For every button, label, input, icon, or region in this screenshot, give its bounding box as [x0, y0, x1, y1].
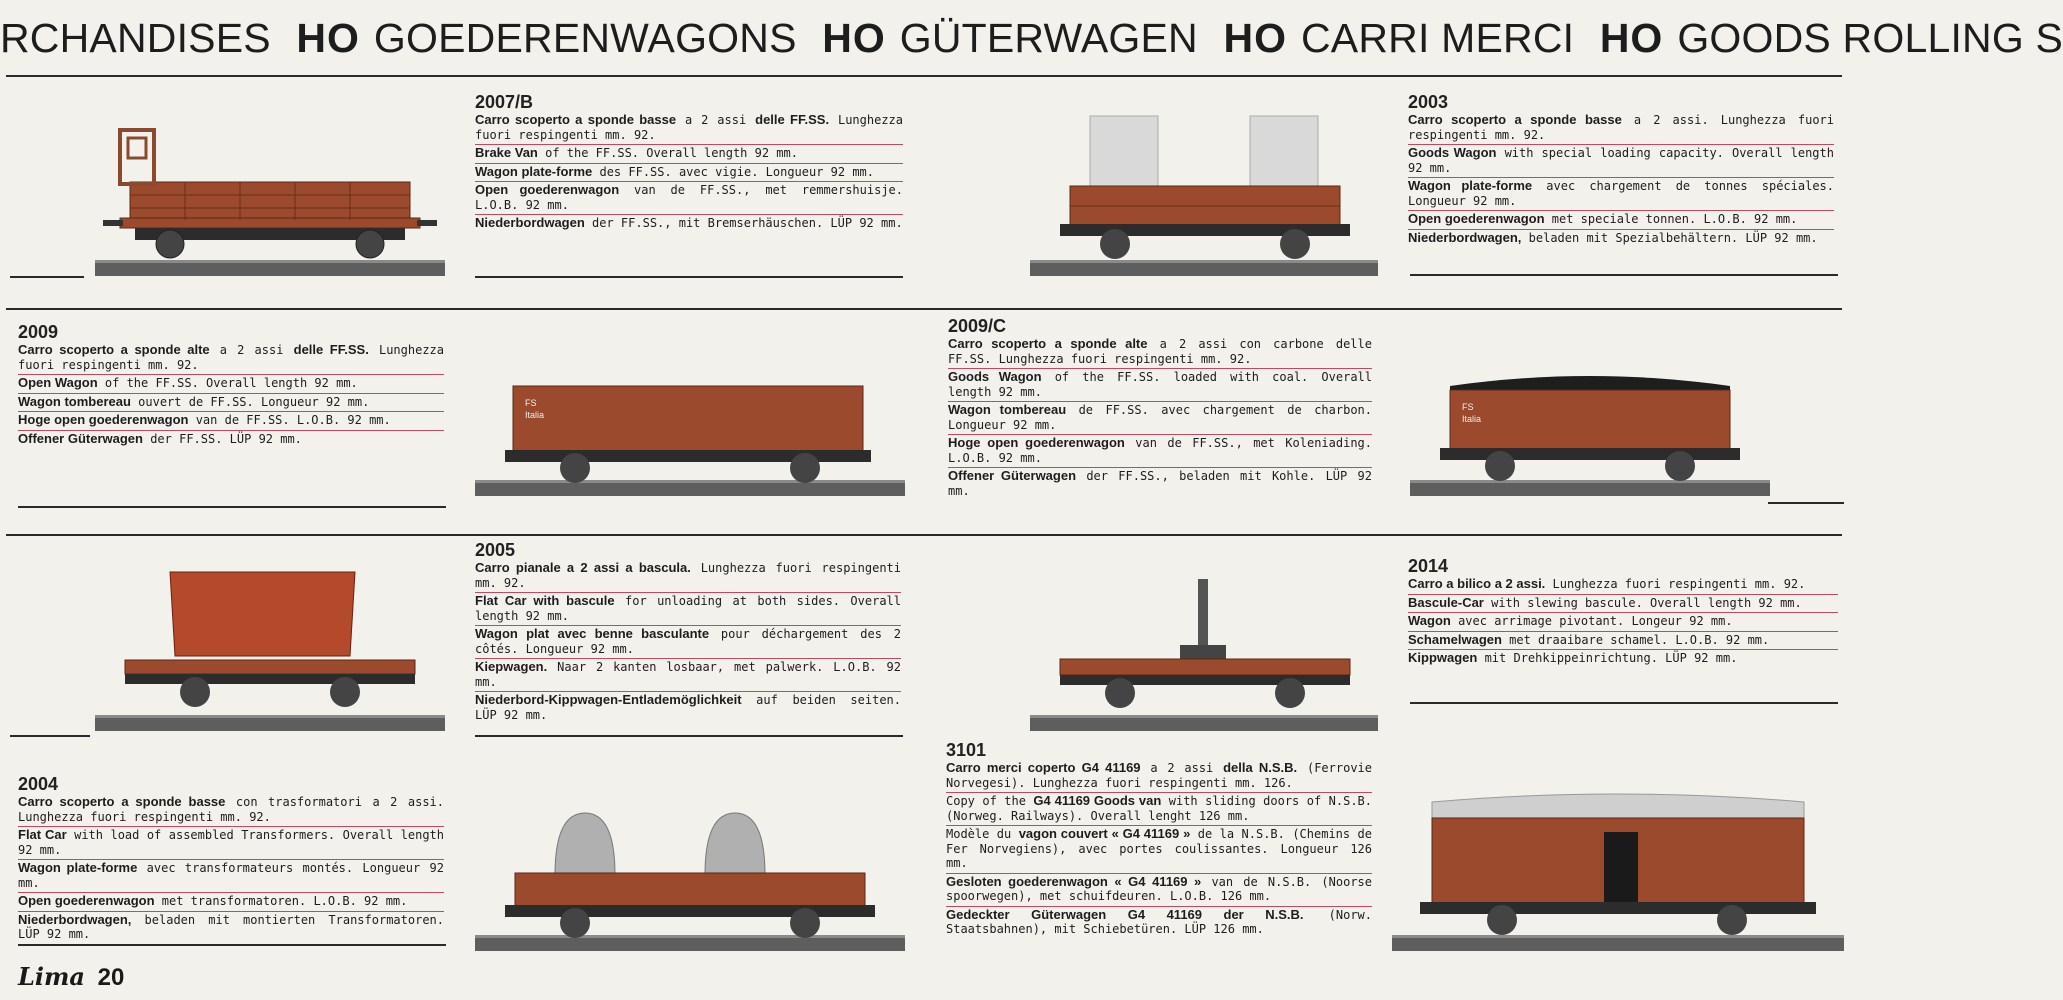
description-text: beladen mit montierten Transformatoren. LÜP 92 mm.: [18, 912, 444, 941]
description-text: Modèle du: [946, 827, 1019, 841]
description-text: van de FF.SS. L.O.B. 92 mm.: [188, 413, 391, 427]
description-line: [1408, 576, 1838, 595]
description-text: with load of assembled Transformers. Overall length 92 mm.: [18, 828, 444, 857]
description-text: of the FF.SS. Overall length 92 mm.: [537, 146, 798, 160]
product-number: 3101: [946, 740, 987, 760]
product-2003: [1408, 92, 1834, 247]
rule-short: [1768, 502, 1844, 504]
description-bold: Goods Wagon: [948, 369, 1042, 384]
description-text: pour déchargement des 2 côtés. Longueur 92 mm.: [475, 627, 901, 656]
description-bold: Open Wagon: [18, 375, 98, 390]
rule-row2: [6, 534, 1842, 536]
description-line: [18, 893, 444, 912]
description-text: a 2 assi: [676, 113, 756, 127]
banner-word: RCHANDISES: [0, 15, 271, 61]
description-bold: Wagon plate-forme: [475, 163, 593, 179]
description-line: [1408, 145, 1834, 178]
product-number: 2007/B: [475, 92, 534, 112]
description-text: avec arrimage pivotant. Longeur 92 mm.: [1450, 614, 1733, 628]
description-text: mit Drehkippeinrichtung. LÜP 92 mm.: [1477, 651, 1738, 665]
description-line: [18, 431, 444, 449]
product-number: 2004: [18, 774, 59, 794]
page-footer: [18, 962, 124, 993]
description-text: met draaibare schamel. L.O.B. 92 mm.: [1501, 632, 1770, 647]
description-bold: Niederbordwagen,: [18, 911, 132, 927]
description-bold: Carro a bilico a 2 assi.: [1408, 576, 1546, 591]
description-line: [946, 826, 1372, 874]
description-line: [946, 907, 1372, 939]
description-text: a 2 assi: [209, 343, 294, 357]
description-line: [18, 794, 444, 827]
rule-short: [18, 944, 446, 946]
description-line: [946, 793, 1372, 826]
description-bold: Flat Car: [18, 827, 67, 842]
description-bold: Wagon plat avec benne basculante: [475, 626, 710, 641]
product-2004: [18, 774, 444, 944]
description-line: [1408, 595, 1838, 614]
product-2014: [1408, 556, 1838, 668]
lima-logo: Lima: [18, 962, 85, 991]
page-number: 20: [97, 964, 125, 991]
description-line: [18, 394, 444, 413]
description-bold: Flat Car with bascule: [475, 593, 615, 608]
description-bold: Schamelwagen: [1408, 631, 1502, 647]
description-line: [1408, 178, 1834, 211]
rule-top: [6, 75, 1842, 77]
description-line: [948, 435, 1372, 468]
description-line: [948, 402, 1372, 435]
banner-ho: HO: [1223, 15, 1287, 61]
description-text: of the FF.SS. Overall length 92 mm.: [97, 376, 358, 390]
rule-short: [475, 735, 903, 737]
description-bold: Gesloten goederenwagon « G4 41169 »: [946, 873, 1202, 889]
description-line: [948, 336, 1372, 369]
description-text: de FF.SS. avec chargement de charbon. Longueur 92 mm.: [948, 403, 1372, 432]
description-lines: [1408, 112, 1834, 247]
product-number: 2003: [1408, 92, 1449, 112]
description-line: [475, 659, 901, 692]
product-2009: [18, 322, 444, 448]
description-text: Lunghezza fuori respingenti mm. 92.: [1545, 577, 1806, 591]
description-text: for unloading at both sides. Overall length 92 mm.: [475, 594, 901, 623]
description-text: Copy of the: [946, 794, 1034, 808]
description-line: [946, 874, 1372, 907]
product-2009c: [948, 316, 1372, 500]
rule-short: [1410, 702, 1838, 704]
header-banner: [0, 12, 2063, 64]
description-line: [18, 375, 444, 394]
description-line: [18, 860, 444, 893]
wagon-3101-image: [1392, 780, 1844, 955]
description-bold: Carro scoperto a sponde basse: [475, 112, 677, 127]
rule-short: [18, 506, 446, 508]
description-line: [1408, 211, 1834, 230]
description-bold: Open goederenwagon: [1408, 211, 1545, 226]
description-text: avec chargement de tonnes spéciales. Longueur 92 mm.: [1408, 179, 1834, 208]
product-3101: [946, 740, 1372, 939]
description-bold: Open goederenwagon: [18, 893, 155, 908]
product-number: 2009/C: [948, 316, 1007, 336]
description-line: [475, 560, 901, 593]
product-number: 2005: [475, 540, 516, 560]
description-text: van de FF.SS., met remmershuisje. L.O.B. 92 mm.: [475, 183, 903, 212]
description-bold: G4 41169 Goods van: [1033, 793, 1162, 808]
description-text: con trasformatori a 2 assi. Lunghezza fuori respingenti mm. 92.: [18, 795, 444, 824]
description-line: [1408, 112, 1834, 145]
description-bold: Carro scoperto a sponde basse: [18, 794, 226, 809]
description-bold: Carro scoperto a sponde alte: [18, 342, 210, 357]
banner-ho: HO: [822, 15, 886, 61]
description-bold: Carro scoperto a sponde basse: [1408, 112, 1622, 127]
description-text: van de FF.SS., met Koleniading. L.O.B. 92 mm.: [948, 436, 1372, 465]
description-line: [475, 692, 901, 724]
description-text: der FF.SS., beladen mit Kohle. LÜP 92 mm.: [948, 469, 1372, 498]
rule-short: [10, 276, 84, 278]
description-line: [946, 760, 1372, 793]
description-lines: [475, 560, 901, 724]
description-line: [1408, 650, 1838, 668]
description-bold: Brake Van: [475, 145, 538, 160]
description-lines: [948, 336, 1372, 500]
description-text: with slewing bascule. Overall length 92 mm.: [1483, 595, 1802, 610]
description-text: der FF.SS., mit Bremserhäuschen. LÜP 92 mm.: [584, 216, 903, 230]
wagon-2005-image: [95, 560, 445, 735]
description-lines: [18, 794, 444, 944]
description-text: beladen mit Spezialbehältern. LÜP 92 mm.: [1521, 230, 1818, 245]
description-bold: Hoge open goederenwagon: [18, 412, 189, 427]
description-bold: Gedeckter Güterwagen G4 41169 der N.S.B.: [946, 906, 1304, 922]
fs-country: Italia: [1462, 414, 1482, 424]
description-text: auf beiden seiten. LÜP 92 mm.: [475, 693, 901, 722]
wagon-2009c-image: [1410, 360, 1770, 500]
description-bold: Hoge open goederenwagon: [948, 435, 1125, 450]
description-text: Lunghezza fuori respingenti mm. 92.: [475, 113, 903, 142]
description-line: [1408, 632, 1838, 651]
rule-short: [10, 735, 90, 737]
description-line: [18, 827, 444, 860]
description-lines: [1408, 576, 1838, 668]
description-bold: vagon couvert « G4 41169 »: [1018, 826, 1191, 841]
description-line: [475, 164, 903, 183]
description-line: [948, 369, 1372, 402]
description-text: met transformatoren. L.O.B. 92 mm.: [154, 894, 408, 908]
description-lines: [946, 760, 1372, 939]
description-text: a 2 assi: [1140, 761, 1224, 775]
description-bold: Wagon plate-forme: [18, 860, 138, 875]
description-bold: delle FF.SS.: [293, 342, 369, 357]
description-text: of the FF.SS. loaded with coal. Overall length 92 mm.: [948, 370, 1372, 399]
description-text: van de N.S.B. (Noorse spoorwegen), met schuifdeuren. L.O.B. 126 mm.: [946, 874, 1372, 903]
description-bold: della N.S.B.: [1223, 760, 1298, 775]
description-bold: Niederbordwagen,: [1408, 229, 1522, 245]
product-2007b: [475, 92, 903, 233]
description-text: with sliding doors of N.S.B. (Norweg. Railways). Overall lenght 126 mm.: [946, 794, 1372, 823]
banner-word: GÜTERWAGEN: [899, 15, 1198, 61]
description-text: (Norw. Staatsbahnen), mit Schiebetüren. LÜP 126 mm.: [946, 907, 1372, 936]
banner-ho: HO: [1599, 15, 1664, 61]
rule-short: [475, 276, 903, 278]
description-bold: Carro scoperto a sponde alte: [948, 336, 1148, 351]
description-line: [475, 215, 903, 233]
description-line: [475, 182, 903, 215]
fs-mark: FS: [1462, 402, 1474, 412]
description-line: [475, 593, 901, 626]
description-text: ouvert de FF.SS. Longueur 92 mm.: [130, 394, 370, 409]
description-text: Lunghezza fuori respingenti mm. 92.: [475, 561, 901, 590]
description-bold: Goods Wagon: [1408, 145, 1497, 160]
wagon-2007b-image: [95, 120, 445, 280]
description-line: [18, 412, 444, 431]
description-bold: Offener Güterwagen: [18, 430, 143, 446]
description-text: der FF.SS. LÜP 92 mm.: [142, 431, 302, 446]
description-bold: Niederbord-Kippwagen-Entlademöglichkeit: [475, 692, 742, 707]
description-text: a 2 assi. Lunghezza fuori respingenti mm. 92.: [1408, 113, 1834, 142]
description-bold: Kippwagen: [1408, 650, 1478, 665]
description-text: de la N.S.B. (Chemins de Fer Norvegiens), avec portes coulissantes. Longueur 126 mm.: [946, 827, 1373, 870]
rule-short: [1410, 274, 1838, 276]
description-line: [1408, 230, 1834, 248]
wagon-2014-image: [1030, 575, 1378, 735]
description-text: Lunghezza fuori respingenti mm. 92.: [18, 343, 444, 372]
description-bold: Wagon plate-forme: [1408, 178, 1533, 193]
description-line: [948, 468, 1372, 500]
banner-word: GOEDERENWAGONS: [373, 15, 797, 61]
description-bold: delle FF.SS.: [755, 112, 830, 127]
description-bold: Wagon tombereau: [18, 393, 131, 409]
product-number: 2009: [18, 322, 59, 342]
description-text: with special loading capacity. Overall length 92 mm.: [1408, 146, 1834, 175]
description-line: [475, 112, 903, 145]
description-text: met speciale tonnen. L.O.B. 92 mm.: [1544, 212, 1798, 226]
description-bold: Wagon tombereau: [948, 402, 1067, 417]
product-number: 2014: [1408, 556, 1449, 576]
fs-country: Italia: [525, 410, 545, 420]
description-bold: Carro merci coperto G4 41169: [946, 760, 1141, 775]
description-line: [18, 342, 444, 375]
description-bold: Kiepwagen.: [475, 659, 548, 674]
description-text: des FF.SS. avec vigie. Longueur 92 mm.: [592, 164, 875, 179]
description-lines: [475, 112, 903, 233]
wagon-2003-image: [1030, 110, 1378, 278]
description-bold: Carro pianale a 2 assi a bascula.: [475, 560, 691, 575]
description-text: a 2 assi con carbone delle FF.SS. Lunghezza fuori respingenti mm. 92.: [948, 337, 1372, 366]
description-text: avec transformateurs montés. Longueur 92 mm.: [18, 861, 444, 890]
description-bold: Open goederenwagon: [475, 182, 620, 197]
banner-ho: HO: [296, 15, 360, 61]
description-line: [18, 912, 444, 944]
description-bold: Offener Güterwagen: [948, 468, 1077, 483]
rule-row1: [6, 308, 1842, 310]
wagon-2009-image: [475, 370, 905, 500]
description-bold: Bascule-Car: [1408, 594, 1484, 610]
description-bold: Niederbordwagen: [475, 215, 585, 230]
banner-word: GOODS ROLLING S: [1677, 15, 2063, 61]
description-bold: Wagon: [1408, 613, 1451, 628]
description-text: (Ferrovie Norvegesi). Lunghezza fuori respingenti mm. 126.: [946, 761, 1372, 790]
description-lines: [18, 342, 444, 448]
description-line: [1408, 613, 1838, 632]
wagon-2004-image: [475, 805, 905, 955]
banner-word: CARRI MERCI: [1300, 15, 1575, 61]
description-line: [475, 145, 903, 164]
description-line: [475, 626, 901, 659]
product-2005: [475, 540, 901, 724]
fs-mark: FS: [525, 398, 537, 408]
description-text: Naar 2 kanten losbaar, met palwerk. L.O.B. 92 mm.: [475, 660, 901, 689]
